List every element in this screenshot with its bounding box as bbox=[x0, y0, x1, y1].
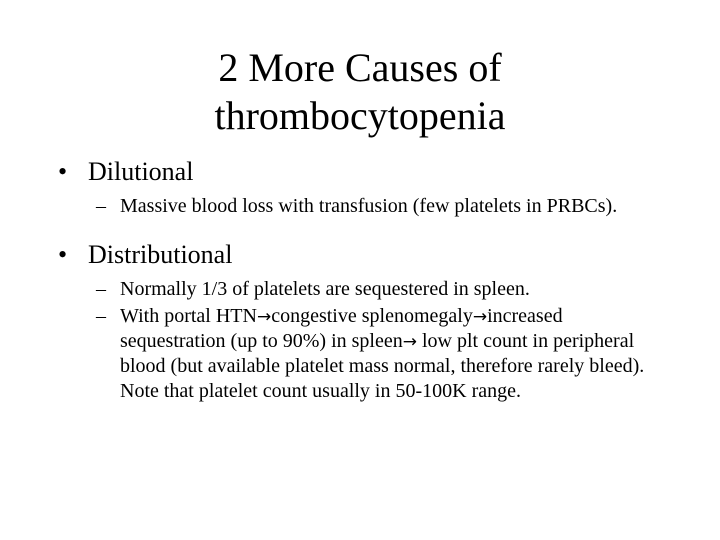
bullet-distributional bbox=[58, 238, 678, 271]
sub-list-distributional bbox=[58, 277, 678, 404]
slide-content bbox=[58, 155, 678, 404]
sub-item-text-part-2: congestive splenomegaly bbox=[271, 305, 473, 327]
right-arrow-icon: → bbox=[402, 332, 417, 352]
right-arrow-icon: → bbox=[256, 307, 272, 327]
sub-item bbox=[58, 304, 650, 404]
sub-item-text: Massive blood loss with transfusion (few platelets in PRBCs). bbox=[120, 195, 618, 217]
slide-title bbox=[140, 44, 580, 140]
right-arrow-icon: → bbox=[472, 307, 488, 327]
title-line-1: 2 More Causes of bbox=[218, 45, 502, 90]
bullet-dilutional bbox=[58, 155, 678, 188]
sub-list-dilutional bbox=[58, 194, 678, 219]
dash-icon: – bbox=[96, 305, 106, 327]
dash-icon: – bbox=[96, 195, 106, 217]
sub-item bbox=[58, 277, 650, 302]
sub-item bbox=[58, 194, 650, 219]
bullet-dot-icon: • bbox=[58, 157, 68, 186]
sub-item-text-part-3: increased sequestration (up to 90%) in spleen bbox=[120, 305, 563, 352]
bullet-dot-icon: • bbox=[58, 240, 68, 269]
sub-item-text-part-1: With portal HTN bbox=[120, 305, 257, 327]
bullet-label: Distributional bbox=[88, 240, 233, 269]
sub-item-text-part-4: low plt count in peripheral blood (but available platelet mass normal, therefore rarely bleed). Note that platelet count usually in 50-100K range. bbox=[120, 330, 645, 402]
dash-icon: – bbox=[96, 278, 106, 300]
title-line-2: thrombocytopenia bbox=[214, 93, 506, 138]
bullet-label: Dilutional bbox=[88, 157, 194, 186]
sub-item-text: Normally 1/3 of platelets are sequestered in spleen. bbox=[120, 278, 530, 300]
